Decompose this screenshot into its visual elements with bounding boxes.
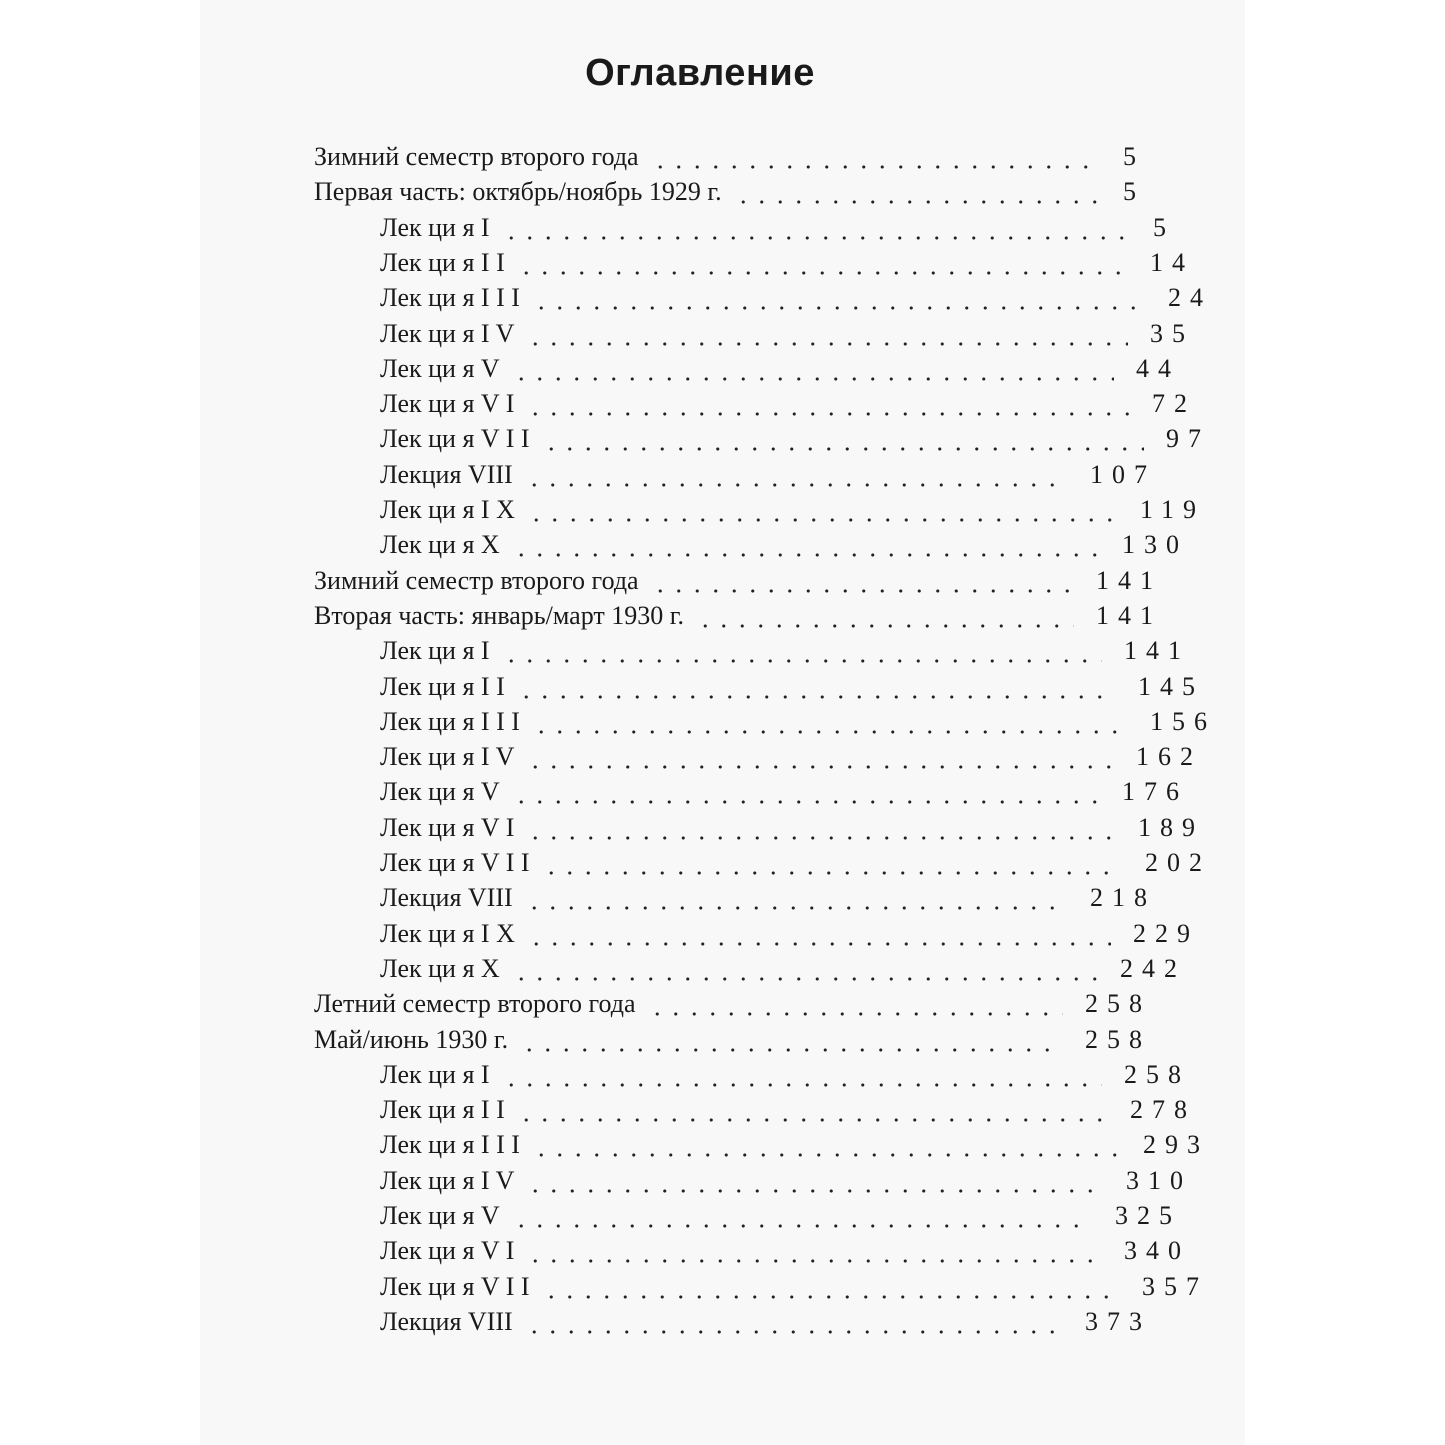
toc-entry-page: 218 [1090, 883, 1156, 913]
dot-leader [542, 422, 1144, 456]
toc-entry-page: 44 [1136, 353, 1180, 383]
dot-leader [520, 1023, 1063, 1057]
toc-entry-page: 35 [1150, 318, 1194, 348]
toc-entry-title: Лек ци я I V [380, 742, 515, 772]
dot-leader [502, 634, 1102, 668]
toc-entry-page: 258 [1124, 1059, 1190, 1089]
toc-entry-title: Зимний семестр второго года [314, 565, 639, 595]
toc-entry [0, 458, 1445, 492]
toc-entry-page: 278 [1130, 1095, 1196, 1125]
dot-leader [527, 917, 1111, 951]
dot-leader [517, 246, 1128, 280]
toc-entry-page: 189 [1138, 812, 1204, 842]
toc-entry-page: 5 [1123, 142, 1145, 171]
toc-entry [0, 1093, 1445, 1127]
toc-entry [0, 1164, 1445, 1198]
toc-entry-page: 5 [1153, 212, 1175, 242]
toc-entry-page: 229 [1133, 918, 1199, 948]
toc-entry-title: Лек ци я I X [380, 495, 515, 524]
toc-entry [0, 1270, 1445, 1304]
toc-entry-page: 72 [1152, 389, 1196, 419]
toc-entry [0, 1128, 1445, 1162]
toc-entry [0, 705, 1445, 739]
toc-entry-page: 107 [1090, 459, 1156, 489]
toc-entry [0, 246, 1445, 280]
dot-leader [532, 1128, 1121, 1162]
toc-entry-page: 258 [1085, 989, 1151, 1019]
toc-entry-title: Лек ци я I X [380, 918, 515, 948]
toc-entry [0, 281, 1445, 315]
dot-leader [526, 1234, 1102, 1268]
toc-entry [0, 564, 1445, 598]
toc-entry-title: Лек ци я V [380, 1201, 500, 1230]
dot-leader [526, 317, 1128, 351]
dot-leader [696, 599, 1074, 633]
toc-entry [0, 775, 1445, 809]
toc-entry-title: Лек ци я I I [380, 1095, 505, 1125]
dot-leader [525, 458, 1068, 492]
toc-entry-page: 14 [1150, 247, 1194, 277]
dot-leader [512, 1199, 1093, 1233]
dot-leader [526, 1164, 1104, 1198]
toc-entry [0, 317, 1445, 351]
toc-entry [0, 1199, 1445, 1233]
toc-entry-page: 119 [1140, 495, 1206, 524]
toc-entry [0, 952, 1445, 986]
toc-entry [0, 599, 1445, 633]
toc-entry-title: Лек ци я V I I [380, 1271, 530, 1301]
toc-entry-page: 5 [1123, 177, 1145, 207]
toc-entry [0, 846, 1445, 880]
title-text: Оглавление [585, 52, 815, 94]
dot-leader [502, 211, 1131, 245]
toc-entry [0, 528, 1445, 562]
toc-entry [0, 1058, 1445, 1092]
toc-entry [0, 352, 1445, 386]
toc-entry-title: Лекция VIII [380, 459, 513, 489]
toc-entry-title: Лек ци я I I [380, 247, 505, 277]
dot-leader [512, 528, 1100, 562]
toc-entry-title: Лек ци я X [380, 530, 500, 560]
toc-entry [0, 1234, 1445, 1268]
toc-entry [0, 634, 1445, 668]
toc-entry-page: 141 [1096, 565, 1162, 595]
toc-entry-title: Лек ци я I I I [380, 1130, 520, 1160]
toc-entry-title: Лек ци я X [380, 953, 500, 983]
toc-entry-title: Лекция VIII [380, 1306, 513, 1336]
toc-entry-page: 97 [1166, 424, 1210, 454]
toc-entry [0, 211, 1445, 245]
page-title [0, 52, 1400, 95]
toc-entry-title: Лек ци я V [380, 777, 500, 807]
toc-entry [0, 422, 1445, 456]
dot-leader [532, 281, 1146, 315]
dot-leader [517, 1093, 1108, 1127]
toc-entry [0, 140, 1445, 174]
dot-leader [527, 493, 1118, 527]
toc-entry-page: 162 [1136, 742, 1202, 772]
dot-leader [517, 670, 1116, 704]
dot-leader [542, 846, 1123, 880]
dot-leader [542, 1270, 1120, 1304]
toc-entry [0, 493, 1445, 527]
toc-entry-page: 202 [1145, 848, 1211, 877]
toc-entry-page: 145 [1138, 671, 1204, 701]
toc-entry-title: Первая часть: октябрь/ноябрь 1929 г. [314, 177, 722, 207]
toc-entry-title: Лек ци я I I I [380, 706, 520, 736]
toc-entry-page: 340 [1124, 1236, 1190, 1266]
dot-leader [526, 387, 1130, 421]
toc-entry [0, 175, 1445, 209]
toc-entry [0, 881, 1445, 915]
toc-entry [0, 740, 1445, 774]
toc-entry [0, 1023, 1445, 1057]
dot-leader [512, 952, 1098, 986]
dot-leader [512, 775, 1100, 809]
dot-leader [526, 811, 1116, 845]
toc-entry-title: Летний семестр второго года [314, 989, 636, 1019]
toc-entry-page: 325 [1115, 1201, 1181, 1230]
dot-leader [651, 140, 1101, 174]
toc-entry [0, 1305, 1445, 1339]
toc-entry-page: 141 [1096, 600, 1162, 630]
toc-entry-page: 258 [1085, 1024, 1151, 1054]
toc-entry-title: Лек ци я I V [380, 1165, 515, 1195]
toc-entry-page: 176 [1122, 777, 1188, 807]
toc-entry [0, 387, 1445, 421]
toc-entry-page: 310 [1126, 1165, 1192, 1195]
toc-entry-title: Вторая часть: январь/март 1930 г. [314, 600, 684, 630]
toc-entry-page: 156 [1150, 706, 1216, 736]
toc-entry-title: Лек ци я I [380, 212, 490, 242]
toc-entry-title: Лек ци я V I [380, 389, 515, 419]
toc-entry-title: Лек ци я I I [380, 671, 505, 701]
toc-entry-page: 141 [1124, 636, 1190, 666]
toc-entry-page: 357 [1142, 1271, 1208, 1301]
dot-leader [512, 352, 1114, 386]
toc-entry-title: Май/июнь 1930 г. [314, 1024, 509, 1054]
dot-leader [648, 987, 1063, 1021]
toc-entry-page: 24 [1168, 283, 1212, 313]
toc-entry-title: Лек ци я V [380, 353, 500, 383]
toc-entry [0, 811, 1445, 845]
toc-entry [0, 987, 1445, 1021]
toc-entry-title: Лек ци я I V [380, 318, 515, 348]
toc-entry-title: Лек ци я I [380, 636, 490, 666]
dot-leader [525, 881, 1068, 915]
dot-leader [734, 175, 1101, 209]
dot-leader [651, 564, 1074, 598]
toc-entry-title: Лек ци я I [380, 1059, 490, 1089]
toc-entry-title: Зимний семестр второго года [314, 142, 639, 171]
toc-entry-title: Лек ци я V I I [380, 848, 530, 877]
dot-leader [526, 740, 1114, 774]
toc-entry [0, 917, 1445, 951]
toc-entry-title: Лек ци я V I [380, 1236, 515, 1266]
toc-entry [0, 670, 1445, 704]
toc-entry-page: 242 [1120, 953, 1186, 983]
toc-entry-page: 130 [1122, 530, 1188, 560]
toc-entry-title: Лек ци я V I I [380, 424, 530, 454]
toc-entry-title: Лек ци я V I [380, 812, 515, 842]
toc-entry-page: 293 [1143, 1130, 1209, 1160]
dot-leader [525, 1305, 1063, 1339]
dot-leader [532, 705, 1128, 739]
toc-entry-title: Лекция VIII [380, 883, 513, 913]
toc-entry-page: 373 [1085, 1306, 1151, 1336]
dot-leader [502, 1058, 1102, 1092]
toc-entry-title: Лек ци я I I I [380, 283, 520, 313]
